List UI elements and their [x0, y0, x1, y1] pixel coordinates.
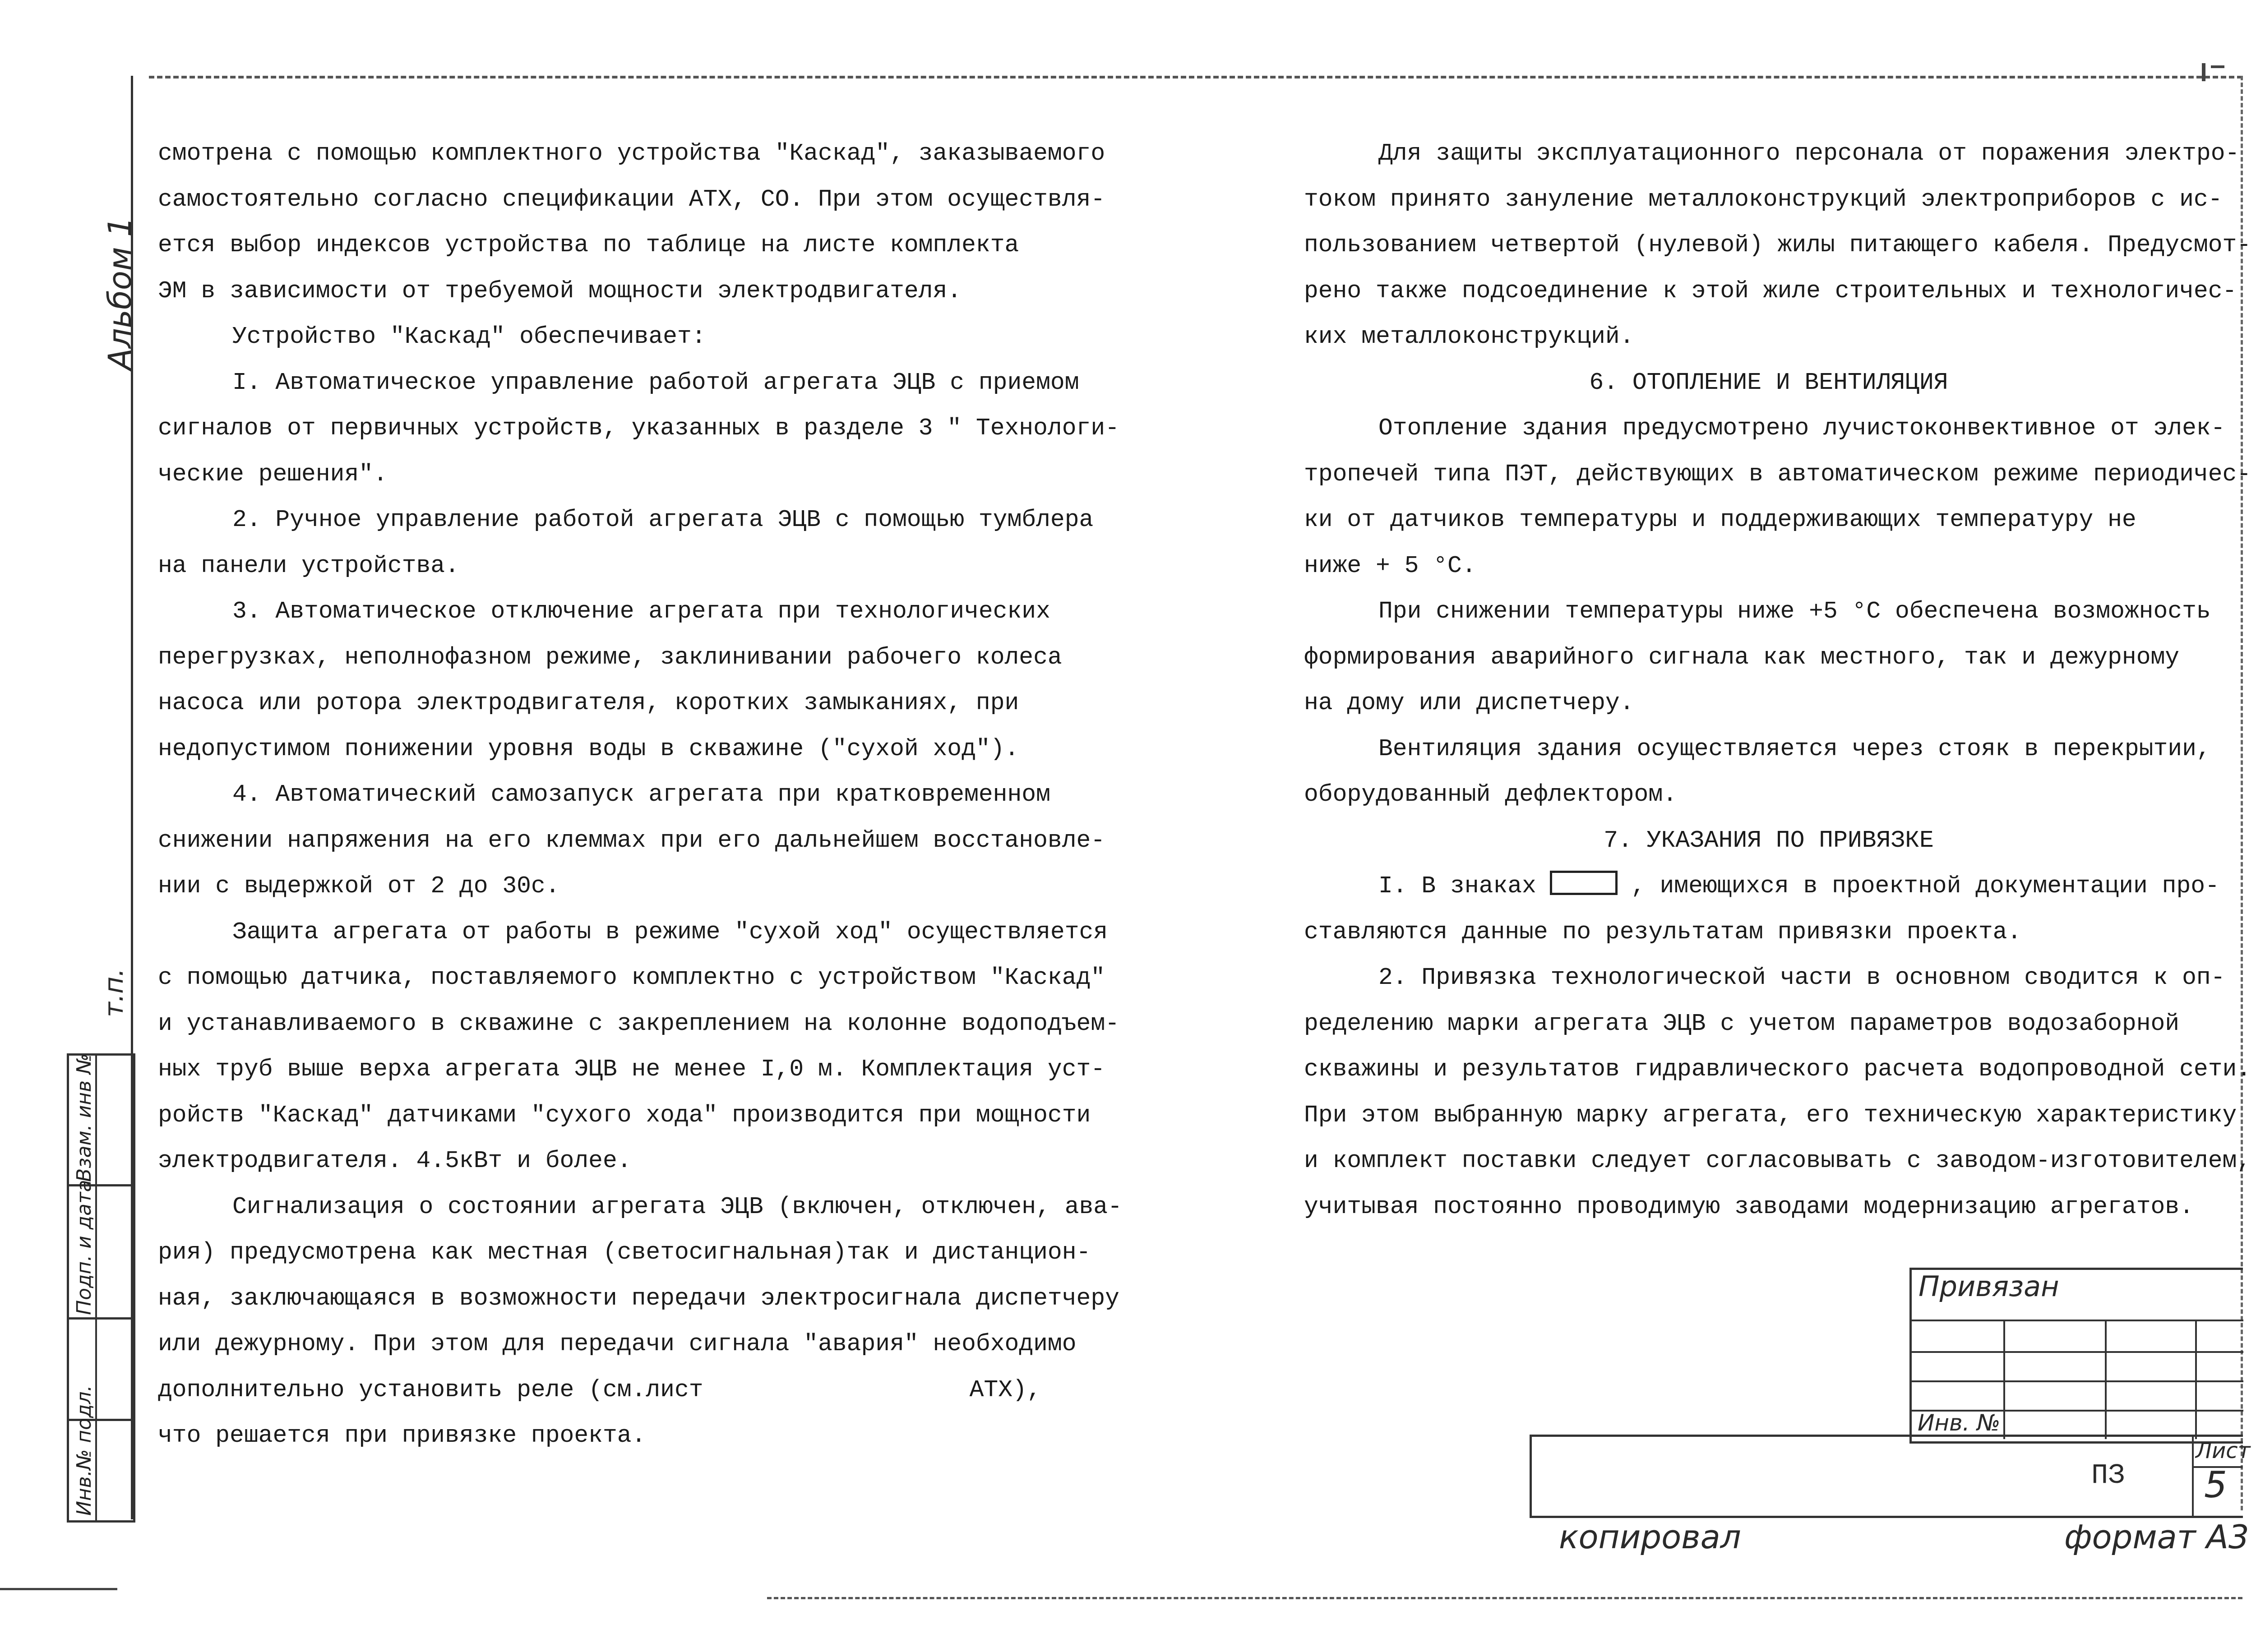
corner-mark — [2211, 65, 2224, 68]
text-line: смотрена с помощью комплектного устройства "Каскад", заказываемого — [158, 140, 1105, 167]
copied-by-label: копировал — [1559, 1518, 1741, 1556]
bottom-left-mark — [0, 1588, 117, 1590]
text-line: электродвигателя. 4.5кВт и более. — [158, 1147, 632, 1174]
stamp-vzam-inv: Взам. инв № — [73, 1053, 96, 1182]
text-line: недопустимом понижении уровня воды в скважине ("сухой ход"). — [158, 735, 1019, 762]
text-line: ких металлоконструкций. — [1304, 323, 1634, 350]
stamp-row-divider — [69, 1317, 133, 1320]
album-label: Альбом 1 — [102, 217, 139, 370]
text-line: Устройство "Каскад" обеспечивает: — [232, 323, 706, 350]
text-line: ки от датчиков температуры и поддерживающих температуру не — [1304, 506, 2136, 533]
format-label: формат А3 — [2064, 1518, 2249, 1556]
znak-text: I. В знаках — [1378, 872, 1536, 900]
grid-line — [2195, 1320, 2197, 1439]
text-line: скважины и результатов гидравлического расчета водопроводной сети. — [1304, 1056, 2251, 1083]
grid-line — [1909, 1320, 2243, 1321]
doc-code: ПЗ — [2091, 1459, 2125, 1491]
text-line: При снижении температуры ниже +5 °С обеспечена возможность — [1378, 598, 2211, 625]
text-line: 3. Автоматическое отключение агрегата при технологических — [232, 598, 1050, 625]
text-line — [158, 1367, 1105, 1413]
text-line: или дежурному. При этом для передачи сигнала "авария" необходимо — [158, 1330, 1077, 1357]
tp-label: т.п. — [98, 968, 129, 1017]
stamp-podp-data: Подп. и дата — [73, 1180, 96, 1315]
text-line: ниже + 5 °С. — [1304, 552, 1476, 579]
text-line: пользованием четвертой (нулевой) жилы питающего кабеля. Предусмот- — [1304, 231, 2251, 258]
grid-line — [2192, 1435, 2194, 1516]
sheet-number: 5 — [2204, 1464, 2227, 1506]
grid-line — [2003, 1320, 2005, 1439]
text-line: и комплект поставки следует согласовывать с заводом-изготовителем, — [1304, 1147, 2251, 1174]
text-line: на дому или диспетчеру. — [1304, 689, 1634, 716]
text-line: и устанавливаемого в скважине с закреплением на колонне водоподъем- — [158, 1010, 1119, 1037]
text-line: на панели устройства. — [158, 552, 459, 579]
text-line: самостоятельно согласно спецификации АТХ, СО. При этом осуществля- — [158, 185, 1105, 213]
section-heading-binding: 7. УКАЗАНИЯ ПО ПРИВЯЗКЕ — [1604, 826, 1934, 854]
text-line: учитывая постоянно проводимую заводами модернизацию агрегатов. — [1304, 1193, 2194, 1220]
text-line: При этом выбранную марку агрегата, его техническую характеристику — [1304, 1101, 2237, 1129]
grid-line — [2105, 1320, 2107, 1439]
text-line: Вентиляция здания осуществляется через стояк в перекрытии, — [1378, 735, 2211, 762]
znak-text-cont: , имеющихся в проектной документации про- — [1631, 872, 2219, 900]
text-line: оборудованный дефлектором. — [1304, 781, 1677, 808]
text-line: I. Автоматическое управление работой агрегата ЭЦВ с приемом — [232, 369, 1079, 396]
text-line: ных труб выше верха агрегата ЭЦВ не менее I,0 м. Комплектация уст- — [158, 1056, 1105, 1083]
text-line: нии с выдержкой от 2 до 30с. — [158, 872, 560, 900]
text-line — [1304, 863, 2233, 909]
text-line: 2. Ручное управление работой агрегата ЭЦВ с помощью тумблера — [232, 506, 1094, 533]
frame-bottom-border — [767, 1597, 2242, 1599]
left-stamp — [67, 1053, 135, 1523]
text-line: что решается при привязке проекта. — [158, 1422, 646, 1449]
text-line: Защита агрегата от работы в режиме "сухой ход" осуществляется — [232, 918, 1108, 946]
corner-mark — [2202, 63, 2205, 81]
section-heading-heating: 6. ОТОПЛЕНИЕ И ВЕНТИЛЯЦИЯ — [1589, 369, 1948, 396]
frame-top-border — [149, 76, 2242, 78]
text-line: перегрузках, неполнофазном режиме, заклинивании рабочего колеса — [158, 643, 1062, 671]
text-line: насоса или ротора электродвигателя, коротких замыканиях, при — [158, 689, 1019, 716]
privyazan-label: Привязан — [1919, 1270, 2059, 1303]
text-line: ставляются данные по результатам привязки проекта. — [1304, 918, 2022, 946]
text-line: снижении напряжения на его клеммах при его дальнейшем восстановле- — [158, 826, 1105, 854]
title-block-frame — [1530, 1435, 2243, 1518]
sheet-label: Лист — [2196, 1438, 2251, 1463]
stamp-inv-podl: Инв.№ подл. — [73, 1385, 96, 1516]
text-line: Для защиты эксплуатационного персонала от поражения электро- — [1378, 140, 2240, 167]
text-line: с помощью датчика, поставляемого комплектно с устройством "Каскад" — [158, 964, 1105, 991]
text-line: тропечей типа ПЭТ, действующих в автоматическом режиме периодичес- — [1304, 460, 2251, 488]
text-line: рено также подсоединение к этой жиле строительных и технологичес- — [1304, 277, 2237, 305]
right-text-column — [1304, 131, 2251, 1230]
text-line: Отопление здания предусмотрено лучистоконвективное от элек- — [1378, 415, 2225, 442]
text-line: 4. Автоматический самозапуск агрегата при кратковременном — [232, 781, 1050, 808]
text-line: ческие решения". — [158, 460, 388, 488]
text-line: формирования аварийного сигнала как местного, так и дежурному — [1304, 643, 2180, 671]
rele-text: дополнительно установить реле (см.лист — [158, 1376, 703, 1403]
text-line: ется выбор индексов устройства по таблице на листе комплекта — [158, 231, 1019, 258]
inv-no-label: Инв. № — [1918, 1410, 2001, 1436]
text-line: ная, заключающаяся в возможности передачи электросигнала диспетчеру — [158, 1284, 1119, 1312]
text-line: Сигнализация о состоянии агрегата ЭЦВ (включен, отключен, ава- — [232, 1193, 1122, 1220]
text-line: рия) предусмотрена как местная (светосигнальная)так и дистанцион- — [158, 1239, 1091, 1266]
text-line: ределению марки агрегата ЭЦВ с учетом параметров водозаборной — [1304, 1010, 2180, 1037]
text-line: сигналов от первичных устройств, указанных в разделе 3 " Технологи- — [158, 415, 1119, 442]
atx-ref: АТХ), — [969, 1376, 1041, 1403]
text-line: 2. Привязка технологической части в основном сводится к оп- — [1378, 964, 2225, 991]
text-line: током принято зануление металлоконструкций электроприборов с ис- — [1304, 185, 2223, 213]
grid-line — [1909, 1351, 2243, 1353]
grid-line — [1909, 1380, 2243, 1382]
text-line: ЭМ в зависимости от требуемой мощности электродвигателя. — [158, 277, 962, 305]
text-line: ройств "Каскад" датчиками "сухого хода" производится при мощности — [158, 1101, 1091, 1129]
left-text-column — [158, 131, 1122, 1459]
rectangle-sign-icon — [1550, 871, 1618, 895]
